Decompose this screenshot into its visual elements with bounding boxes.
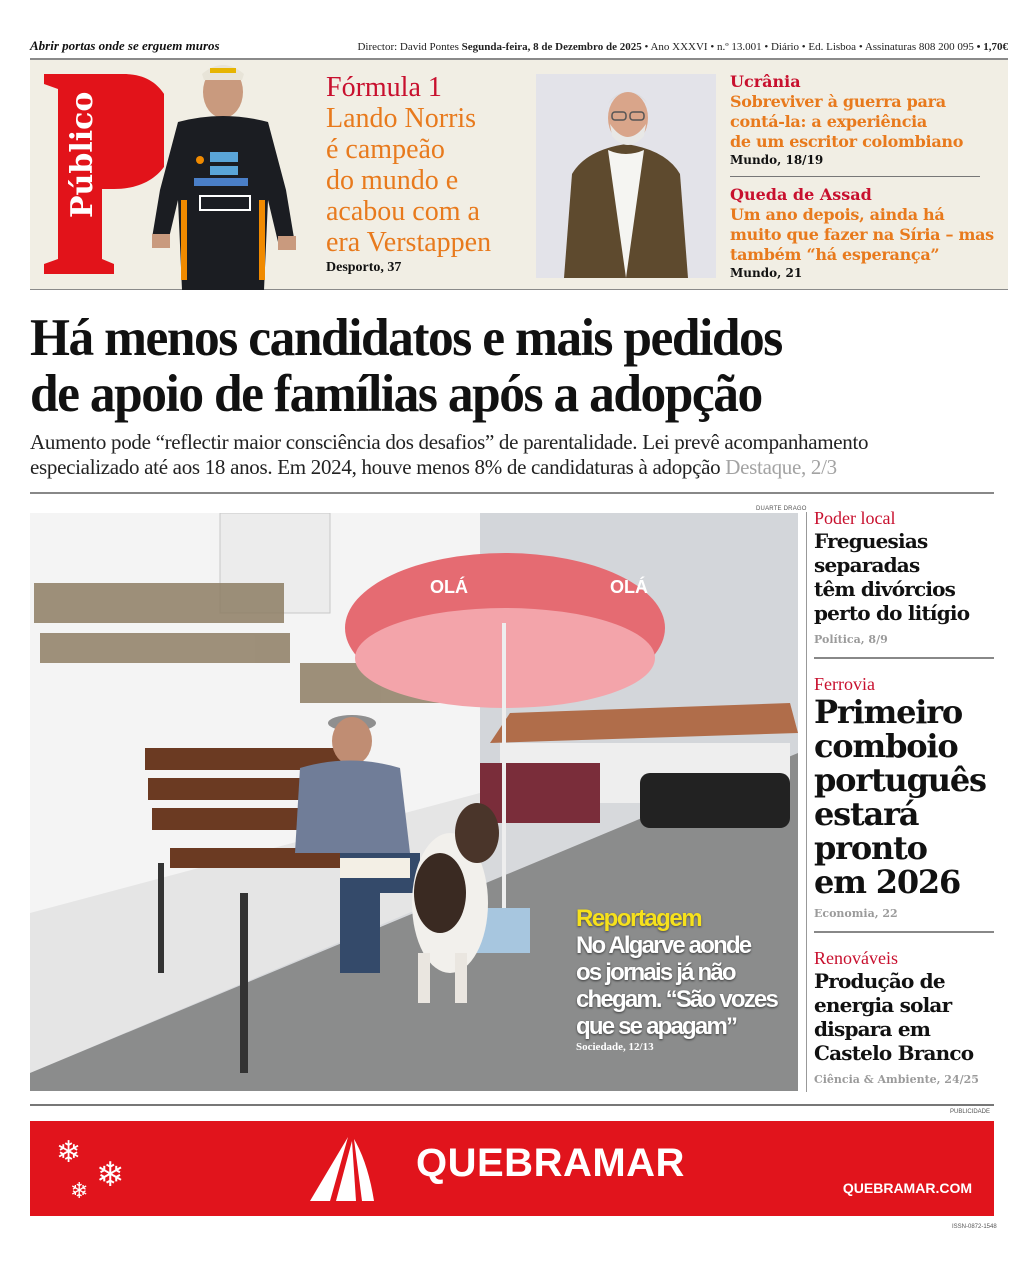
story-headline-line: português — [814, 761, 986, 799]
publico-logo-word: Público — [65, 91, 100, 219]
ad-brand: QUEBRAMAR — [416, 1141, 685, 1185]
right-column — [814, 507, 994, 1087]
story-page-ref: Política, 8/9 — [814, 633, 888, 646]
side-story-kicker: Queda de Assad — [730, 185, 872, 204]
side-story-headline-line: contá-la: a experiência — [730, 112, 927, 131]
column-divider — [806, 512, 807, 1092]
story-kicker: Renováveis — [814, 948, 898, 968]
divider — [730, 176, 980, 177]
story-headline-line: em 2026 — [814, 863, 961, 901]
issue-details: • Ano XXXVI • n.º 13.001 • Diário • Ed. Lisboa • Assinaturas 808 200 095 — [641, 41, 974, 53]
masthead — [30, 58, 1008, 290]
price: • 1,70€ — [973, 41, 1008, 53]
f1-headline-line: do mundo e — [326, 165, 459, 196]
reportage-headline-line: os jornais já não — [576, 959, 735, 986]
quebramar-ad[interactable] — [30, 1121, 994, 1216]
f1-headline-line: Lando Norris — [326, 103, 477, 134]
newspaper-motto: Abrir portas onde se erguem muros — [30, 38, 220, 53]
side-story-page-ref: Mundo, 18/19 — [730, 153, 824, 167]
divider — [30, 1104, 994, 1106]
umbrella-brand-text: OLÁ — [430, 577, 468, 597]
side-story-assad[interactable] — [730, 185, 996, 281]
quebramar-logo-icon — [308, 1133, 408, 1201]
side-story-ukraine[interactable] — [730, 72, 996, 168]
issue-date: Segunda-feira, 8 de Dezembro de 2025 — [461, 41, 642, 53]
story-headline-line: Primeiro — [814, 693, 963, 731]
story-headline-line: perto do litígio — [814, 601, 970, 625]
issn: ISSN-0872-1548 — [952, 1224, 997, 1230]
reportage-headline-line: No Algarve aonde — [576, 932, 751, 959]
reportage-overlay[interactable] — [576, 906, 796, 1054]
story-headline-line: dispara em — [814, 1017, 931, 1041]
story-page-ref: Economia, 22 — [814, 907, 898, 920]
side-story-headline-line: de um escritor colombiano — [730, 132, 964, 151]
lead-headline-line: Há menos candidatos e mais pedidos — [30, 309, 782, 367]
story-ferrovia[interactable] — [814, 673, 994, 921]
story-headline-line: separadas — [814, 553, 920, 577]
masthead-side-stories — [730, 72, 996, 281]
story-headline-line: têm divórcios — [814, 577, 956, 601]
f1-headline-line: era Verstappen — [326, 227, 492, 258]
story-headline-line: Produção de — [814, 969, 945, 993]
story-headline-line: Freguesias — [814, 529, 928, 553]
svg-text:OLÁ: OLÁ — [610, 577, 648, 597]
snowflake-icon: ❄ — [56, 1135, 82, 1170]
story-page-ref: Ciência & Ambiente, 24/25 — [814, 1073, 979, 1086]
lead-dek-text: especializado até aos 18 anos. Em 2024, houve menos 8% de candidaturas à adopção — [30, 455, 726, 479]
lead-dek-line: Aumento pode “reflectir maior consciência dos desafios” de parentalidade. Lei prevê acompanhamento — [30, 430, 869, 454]
side-story-page-ref: Mundo, 21 — [730, 266, 803, 280]
f1-headline-line: é campeão — [326, 134, 445, 165]
lead-dek — [30, 430, 1008, 480]
issue-info — [357, 41, 1008, 53]
side-story-headline-line: também “há esperança” — [730, 245, 940, 264]
top-line — [30, 38, 1008, 56]
divider — [814, 657, 994, 659]
writer-portrait-photo — [536, 74, 716, 278]
story-kicker: Ferrovia — [814, 674, 875, 694]
divider — [814, 931, 994, 933]
story-headline-line: estará — [814, 795, 919, 833]
reportage-headline-line: que se apagam” — [576, 1013, 737, 1040]
story-headline-line: energia solar — [814, 993, 952, 1017]
snowflake-icon: ❄ — [96, 1155, 125, 1195]
story-headline-line: Castelo Branco — [814, 1041, 974, 1065]
director: Director: David Pontes — [357, 41, 459, 53]
story-kicker: Poder local — [814, 508, 896, 528]
f1-page-ref: Desporto, 37 — [326, 260, 402, 275]
reportage-page-ref: Sociedade, 12/13 — [576, 1041, 654, 1053]
story-poder-local[interactable] — [814, 507, 994, 647]
side-story-headline-line: Um ano depois, ainda há — [730, 205, 945, 224]
divider — [30, 492, 994, 494]
story-headline-line: comboio — [814, 727, 958, 765]
lead-story[interactable] — [30, 310, 1008, 480]
f1-headline-line: acabou com a — [326, 196, 480, 227]
lead-headline-line: de apoio de famílias após a adopção — [30, 365, 762, 423]
side-story-headline-line: Sobreviver à guerra para — [730, 92, 946, 111]
ad-label: PUBLICIDADE — [950, 1109, 991, 1115]
lando-norris-photo — [118, 60, 328, 290]
photo-credit: DUARTE DRAGO — [756, 506, 807, 512]
side-story-headline-line: muito que fazer na Síria – mas — [730, 225, 994, 244]
ad-url[interactable]: QUEBRAMAR.COM — [842, 1180, 972, 1196]
story-headline-line: pronto — [814, 829, 927, 867]
reportage-kicker: Reportagem — [576, 905, 702, 932]
reportage-headline-line: chegam. “São vozes — [576, 986, 778, 1013]
f1-story[interactable] — [326, 72, 526, 276]
lead-dek-line-2 — [30, 455, 1008, 480]
side-story-kicker: Ucrânia — [730, 72, 801, 91]
story-renovaveis[interactable] — [814, 947, 994, 1087]
lead-page-ref: Destaque, 2/3 — [725, 455, 837, 479]
snowflake-icon: ❄ — [70, 1179, 89, 1204]
f1-kicker: Fórmula 1 — [326, 72, 442, 103]
